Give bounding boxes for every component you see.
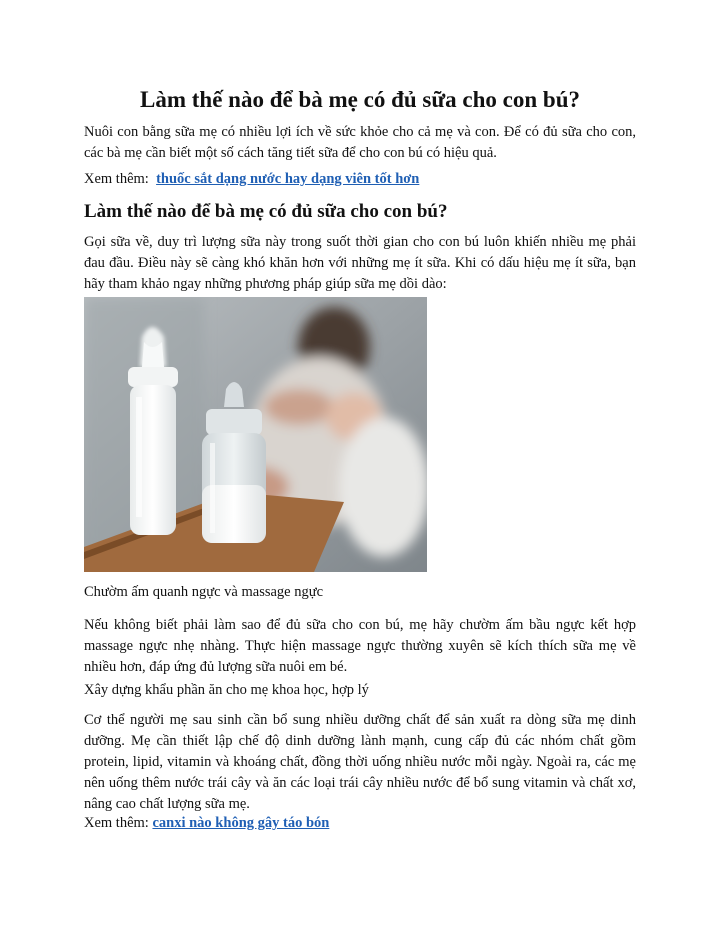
section-label-1: Chườm ấm quanh ngực và massage ngực [84,584,324,600]
paragraph-3: Nếu không biết phải làm sao để đủ sữa cho con bú, mẹ hãy chườm ấm bầu ngực kết hợp massage ngực nhẹ nhàng. Thực hiện massage ngực thường xuyên sẽ kích thích sữa mẹ về nhiều hơn, đáp ứng đủ lượng sữa nuôi em bé. [84,617,636,675]
see-more-2 [84,813,329,834]
paragraph-4: Cơ thể người mẹ sau sinh cần bổ sung nhiều dưỡng chất để sản xuất ra dòng sữa mẹ dinh dưỡng. Mẹ cần thiết lập chế độ dinh dưỡng lành mạnh, cung cấp đủ các nhóm chất gồm protein, lipid, vitamin và khoáng chất, đồng thời uống nhiều nước mỗi ngày. Ngoài ra, các mẹ nên uống thêm nước trái cây và ăn các loại trái cây nhiều nước để bổ sung vitamin và chất xơ, nâng cao chất lượng sữa mẹ. [84,712,636,812]
section-label-2: Xây dựng khẩu phần ăn cho mẹ khoa học, hợp lý [84,682,369,698]
bottles-photo [84,297,427,572]
page-title: Làm thế nào để bà mẹ có đủ sữa cho con bú? [140,87,580,112]
section-heading: Làm thế nào để bà mẹ có đủ sữa cho con bú? [84,201,448,222]
see-more-link-iron[interactable]: thuốc sắt dạng nước hay dạng viên tốt hơn [156,171,420,187]
see-more-1 [84,169,419,190]
see-more-label: Xem thêm: [84,815,149,831]
see-more-link-calcium[interactable]: canxi nào không gây táo bón [152,815,330,831]
intro-paragraph: Nuôi con bằng sữa mẹ có nhiều lợi ích về sức khỏe cho cả mẹ và con. Để có đủ sữa cho con, các bà mẹ cần biết một số cách tăng tiết sữa để cho con bú có hiệu quả. [84,124,636,161]
paragraph-2: Gọi sữa về, duy trì lượng sữa này trong suốt thời gian cho con bú luôn khiến nhiều mẹ phải đau đầu. Điều này sẽ càng khó khăn hơn với những mẹ ít sữa. Khi có dấu hiệu mẹ ít sữa, bạn hãy tham khảo ngay những phương pháp giúp sữa mẹ dồi dào: [84,234,636,292]
see-more-label: Xem thêm: [84,171,149,187]
